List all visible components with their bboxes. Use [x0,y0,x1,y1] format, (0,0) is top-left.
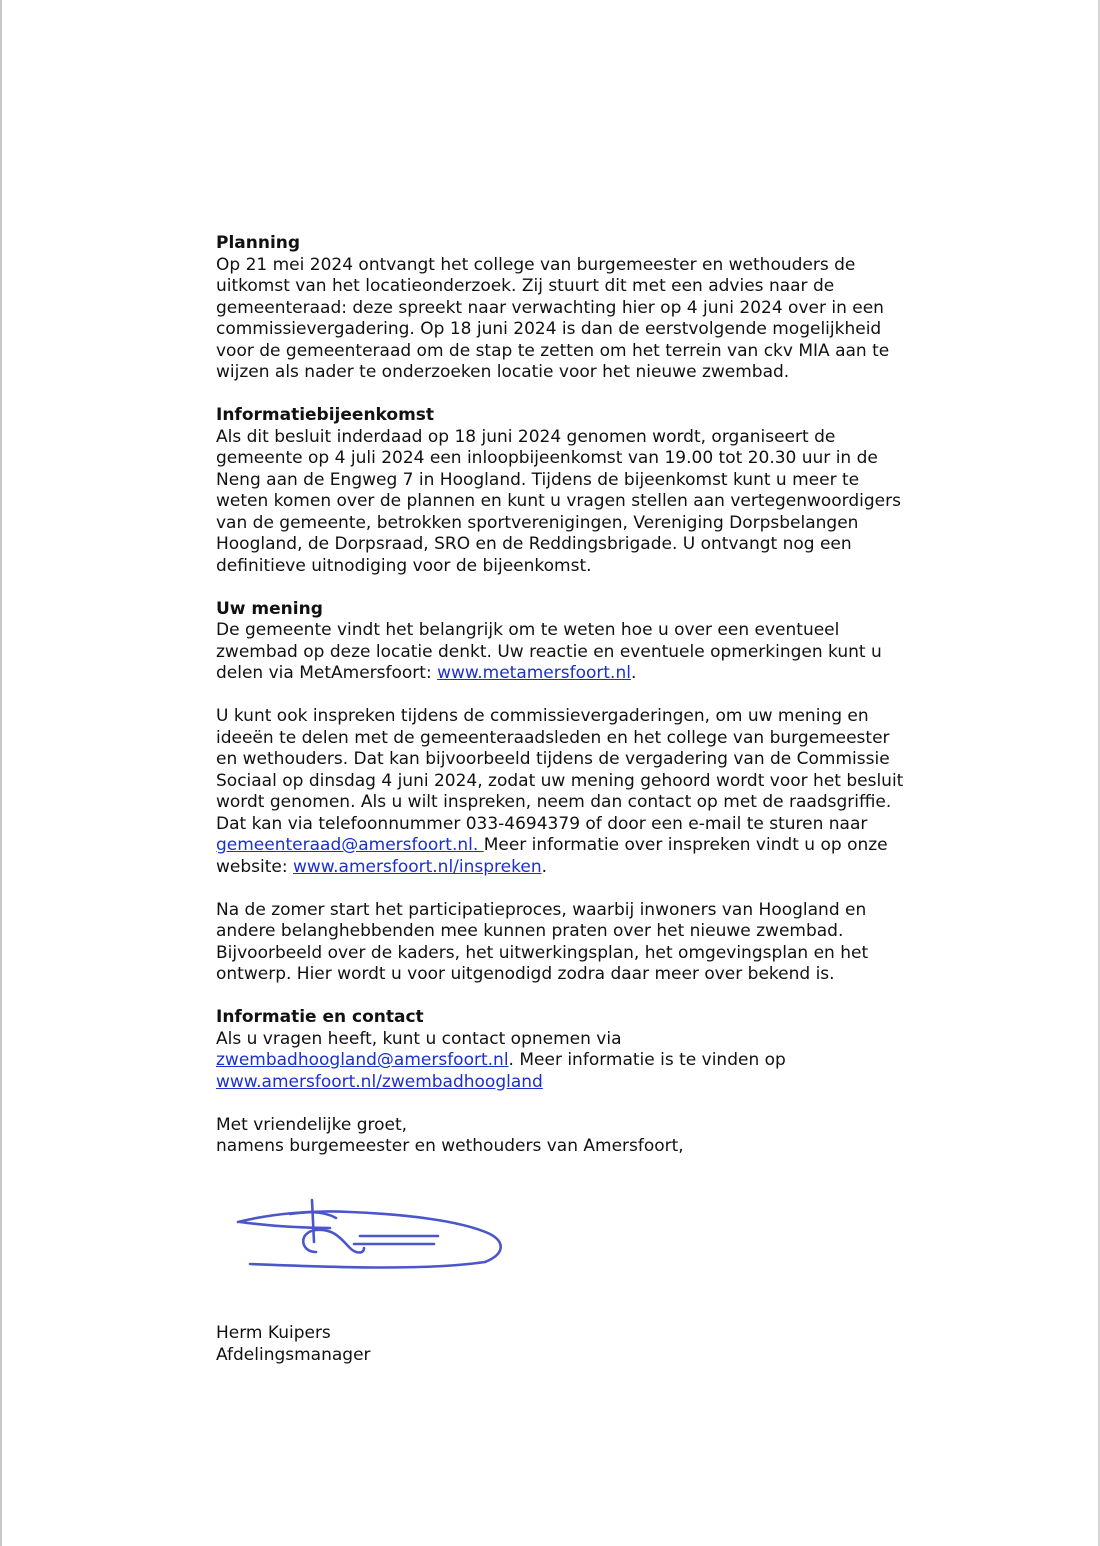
closing-line: Met vriendelijke groet, [216,1114,408,1135]
speak-website-suffix: . [541,856,548,877]
info-meeting-line: Hoogland, de Dorpsraad, SRO en de Reddingsbrigade. U ontvangt nog een [216,534,852,554]
info-meeting-line: gemeente op 4 juli 2024 een inloopbijeenkomst van 19.00 tot 20.30 uur in de [216,448,878,468]
speak-line [216,835,896,857]
planning-line: voor de gemeenteraad om de stap te zetten om het terrein van ckv MIA aan te [216,340,890,361]
section-opinion [216,599,896,685]
opinion-line: zwembad op deze locatie denkt. Uw reactie en eventuele opmerkingen kunt u [216,641,882,662]
section-info-meeting [216,405,901,577]
page-edge-left [0,0,2,1546]
opinion-line-suffix: . [630,663,637,683]
speak-line: Sociaal op dinsdag 4 juni 2024, zodat uw mening gehoord wordt voor het besluit [216,770,904,791]
speak-line [216,857,896,879]
opinion-line: De gemeente vindt het belangrijk om te weten hoe u over een eventueel [216,620,840,640]
signature-strokes [238,1200,501,1268]
opinion-line [216,663,896,685]
speak-line: U kunt ook inspreken tijdens de commissievergaderingen, om uw mening en [216,706,869,726]
planning-line: commissievergadering. Op 18 juni 2024 is dan de eerstvolgende mogelijkheid [216,319,882,339]
heading-opinion: Uw mening [216,598,323,619]
section-speak [216,706,904,878]
signer-name: Herm Kuipers [216,1323,331,1343]
contact-line: Als u vragen heeft, kunt u contact opnemen via [216,1028,622,1049]
signer-title: Afdelingsmanager [216,1344,371,1365]
heading-planning: Planning [216,233,301,253]
participation-line: ontwerp. Hier wordt u voor uitgenodigd zodra daar meer over bekend is. [216,964,835,984]
contact-line [216,1072,896,1094]
heading-info-meeting: Informatiebijeenkomst [216,405,435,425]
gemeenteraad-email-link[interactable]: gemeenteraad@amersfoort.nl. [216,835,484,855]
info-meeting-line: Neng aan de Engweg 7 in Hoogland. Tijdens de bijeenkomst kunt u meer te [216,469,860,490]
participation-line: andere belanghebbenden mee kunnen praten over het nieuwe zwembad. [216,921,844,941]
section-closing [216,1115,896,1158]
inspreken-link[interactable]: www.amersfoort.nl/inspreken [293,856,542,877]
section-participation [216,900,896,986]
handwritten-signature [230,1192,510,1277]
planning-line: uitkomst van het locatieonderzoek. Zij stuurt dit met een advies naar de [216,276,835,296]
contact-line [216,1050,896,1072]
zwembadhoogland-email-link[interactable]: zwembadhoogland@amersfoort.nl [216,1050,509,1070]
participation-line: Na de zomer start het participatieproces, waarbij inwoners van Hoogland en [216,899,867,920]
section-contact [216,1007,896,1093]
heading-contact: Informatie en contact [216,1007,424,1027]
section-planning [216,233,896,384]
info-meeting-line: definitieve uitnodiging voor de bijeenkomst. [216,555,592,576]
signer-block [216,1323,371,1366]
participation-line: Bijvoorbeeld over de kaders, het uitwerkingsplan, het omgevingsplan en het [216,942,869,963]
contact-email-suffix: . Meer informatie is te vinden op [508,1050,786,1070]
opinion-line-prefix: delen via MetAmersfoort: [216,663,438,683]
letter-body [216,233,904,1179]
planning-line: wijzen als nader te onderzoeken locatie voor het nieuwe zwembad. [216,362,790,382]
zwembadhoogland-web-link[interactable]: www.amersfoort.nl/zwembadhoogland [216,1071,543,1092]
closing-line: namens burgemeester en wethouders van Amersfoort, [216,1136,684,1156]
speak-line: wordt genomen. Als u wilt inspreken, neem dan contact op met de raadsgriffie. [216,792,892,812]
speak-line: en wethouders. Dat kan bijvoorbeeld tijdens de vergadering van de Commissie [216,749,890,769]
speak-website-prefix: website: [216,856,293,877]
speak-line: ideeën te delen met de gemeenteraadsleden en het college van burgemeester [216,727,890,748]
speak-line: Dat kan via telefoonnummer 033-4694379 of door een e-mail te sturen naar [216,813,868,834]
planning-line: Op 21 mei 2024 ontvangt het college van burgemeester en wethouders de [216,254,856,275]
metamersfoort-link[interactable]: www.metamersfoort.nl [437,663,631,683]
info-meeting-line: van de gemeente, betrokken sportverenigingen, Vereniging Dorpsbelangen [216,512,859,533]
info-meeting-line: Als dit besluit inderdaad op 18 juni 2024 genomen wordt, organiseert de [216,426,836,447]
info-meeting-line: weten komen over de plannen en kunt u vragen stellen aan vertegenwoordigers [216,491,901,511]
speak-email-suffix: Meer informatie over inspreken vindt u op onze [483,835,888,855]
planning-line: gemeenteraad: deze spreekt naar verwachting hier op 4 juni 2024 over in een [216,297,884,318]
